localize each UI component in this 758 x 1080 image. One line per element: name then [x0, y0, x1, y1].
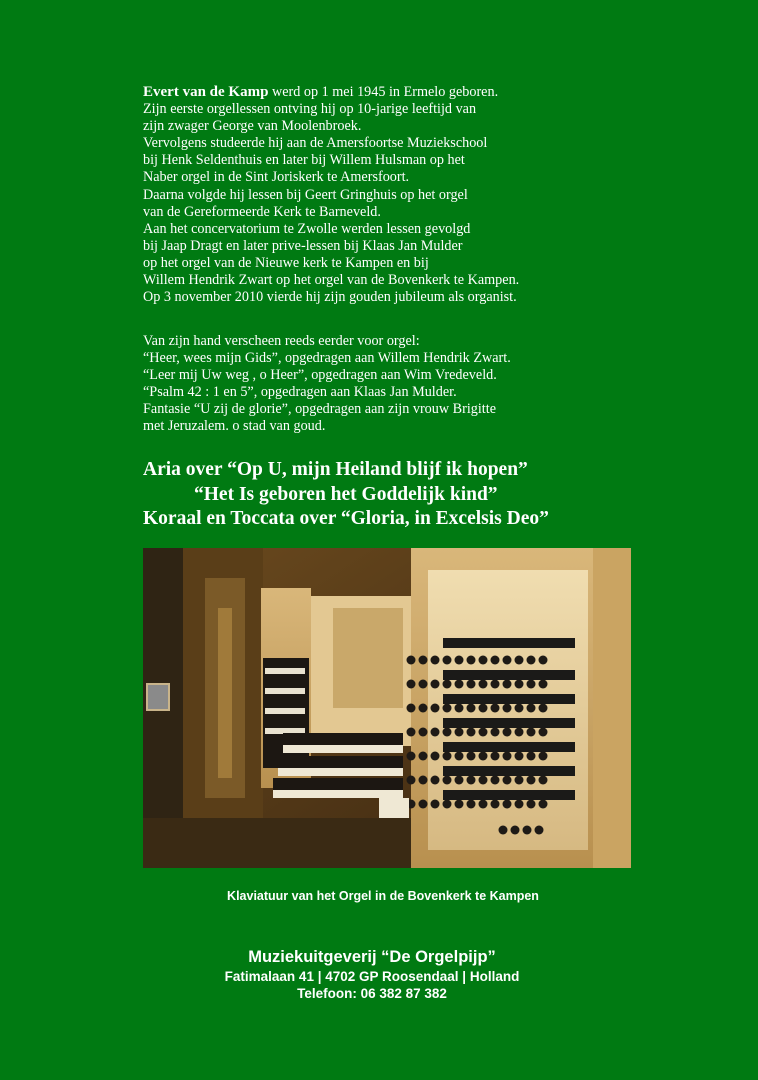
publisher-info	[0, 946, 744, 1002]
bio-first-line	[143, 84, 623, 101]
bio-line: Zijn eerste orgellessen ontving hij op 10-jarige leeftijd van	[143, 101, 477, 118]
publisher-address: Fatimalaan 41 | 4702 GP Roosendaal | Holland	[224, 969, 520, 984]
bio-line: van de Gereformeerde Kerk te Barneveld.	[143, 203, 381, 220]
bio-line: Op 3 november 2010 vierde hij zijn gouden jubileum als organist.	[143, 289, 517, 306]
organ-photo	[143, 548, 631, 868]
piece-title: Aria over “Op U, mijn Heiland blijf ik hopen”	[143, 459, 528, 480]
piece-titles	[143, 458, 643, 532]
publisher-phone: Telefoon: 06 382 87 382	[297, 986, 447, 1001]
bio-line: Vervolgens studeerde hij aan de Amersfoortse Muziekschool	[143, 135, 488, 152]
bio-line: zijn zwager George van Moolenbroek.	[143, 118, 362, 135]
works-line: “Leer mij Uw weg , o Heer”, opgedragen aan Wim Vredeveld.	[143, 367, 497, 384]
bio-line: Naber orgel in de Sint Joriskerk te Amersfoort.	[143, 169, 410, 186]
works-line: Van zijn hand verscheen reeds eerder voor orgel:	[143, 333, 420, 349]
bio-line: Willem Hendrik Zwart op het orgel van de Bovenkerk te Kampen.	[143, 272, 520, 289]
organ-console-illustration	[143, 548, 631, 868]
works-line: Fantasie “U zij de glorie”, opgedragen aan zijn vrouw Brigitte	[143, 401, 496, 418]
bio-first-line-rest: werd op 1 mei 1945 in Ermelo geboren.	[268, 84, 499, 100]
publisher-name: Muziekuitgeverij “De Orgelpijp”	[248, 948, 496, 966]
bio-line: bij Jaap Dragt en later prive-lessen bij Klaas Jan Mulder	[143, 237, 463, 254]
works-line: “Heer, wees mijn Gids”, opgedragen aan Willem Hendrik Zwart.	[143, 350, 511, 367]
bio-line: Daarna volgde hij lessen bij Geert Gringhuis op het orgel	[143, 186, 468, 203]
biography	[143, 84, 623, 306]
bio-line: op het orgel van de Nieuwe kerk te Kampen en bij	[143, 254, 429, 271]
works-line: “Psalm 42 : 1 en 5”, opgedragen aan Klaas Jan Mulder.	[143, 384, 457, 401]
bio-line: Aan het concervatorium te Zwolle werden lessen gevolgd	[143, 220, 471, 237]
bio-line: bij Henk Seldenthuis en later bij Willem Hulsman op het	[143, 152, 465, 169]
photo-caption: Klaviatuur van het Orgel in de Bovenkerk te Kampen	[227, 889, 539, 903]
works-list	[143, 333, 623, 436]
works-line: met Jeruzalem. o stad van goud.	[143, 418, 326, 435]
piece-title: “Het Is geboren het Goddelijk kind”	[194, 483, 498, 505]
composer-name: Evert van de Kamp	[143, 84, 269, 100]
piece-title: Koraal en Toccata over “Gloria, in Excelsis Deo”	[143, 508, 549, 529]
